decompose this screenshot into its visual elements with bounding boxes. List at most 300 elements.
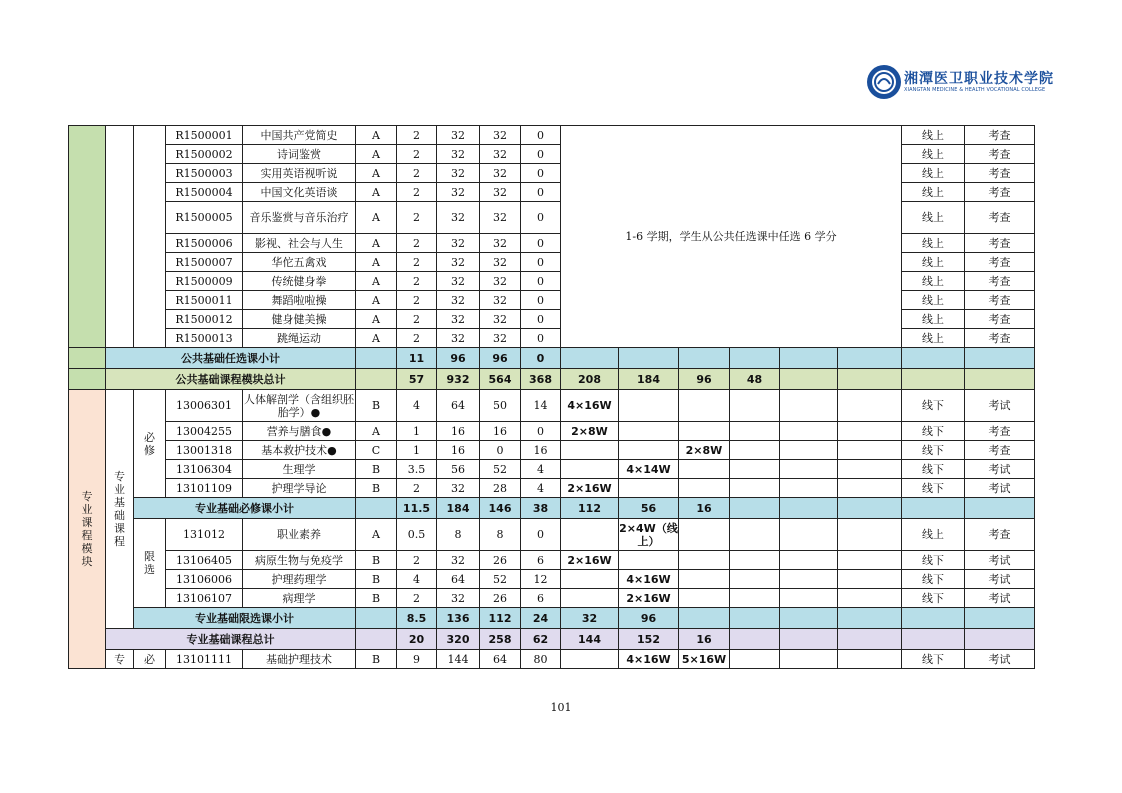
module-label-professional: 专 业 课 程 模 块	[69, 390, 106, 669]
subtotal-label: 专业基础必修课小计	[134, 498, 356, 519]
course-theory-hours: 32	[480, 329, 521, 348]
total-semester-4: 48	[730, 369, 780, 390]
semester-3-hours	[679, 589, 730, 608]
semester-6-hours	[838, 519, 902, 551]
course-code: 13101109	[166, 479, 243, 498]
course-mode: 线下	[902, 551, 965, 570]
course-type: A	[356, 234, 397, 253]
total-semester-2: 152	[619, 629, 679, 650]
total-practice: 368	[521, 369, 561, 390]
course-theory-hours: 52	[480, 460, 521, 479]
curriculum-table	[68, 125, 1035, 669]
total-semester-5	[780, 629, 838, 650]
total-semester-1: 208	[561, 369, 619, 390]
subtotal-semester-5	[780, 498, 838, 519]
subtotal-semester-3: 16	[679, 498, 730, 519]
blank-cell	[965, 608, 1035, 629]
course-name: 跳绳运动	[243, 329, 356, 348]
course-theory-hours: 16	[480, 422, 521, 441]
course-code: R1500004	[166, 183, 243, 202]
course-credits: 2	[397, 202, 437, 234]
course-practice-hours: 0	[521, 202, 561, 234]
course-kind-label: 必	[134, 650, 166, 669]
course-name: 护理药理学	[243, 570, 356, 589]
course-mode: 线上	[902, 291, 965, 310]
course-kind-label: 必 修	[134, 390, 166, 498]
course-hours: 64	[437, 390, 480, 422]
subtotal-semester-6	[838, 608, 902, 629]
course-type: A	[356, 126, 397, 145]
semester-5-hours	[780, 441, 838, 460]
course-mode: 线下	[902, 570, 965, 589]
subtotal-semester-1: 112	[561, 498, 619, 519]
course-theory-hours: 64	[480, 650, 521, 669]
course-theory-hours: 52	[480, 570, 521, 589]
group-label-core: 专	[106, 650, 134, 669]
semester-4-hours	[730, 551, 780, 570]
course-assessment: 考试	[965, 650, 1035, 669]
semester-4-hours	[730, 519, 780, 551]
course-practice-hours: 0	[521, 183, 561, 202]
semester-5-hours	[780, 422, 838, 441]
course-type: B	[356, 589, 397, 608]
course-name: 影视、社会与人生	[243, 234, 356, 253]
semester-1-hours: 4×16W	[561, 390, 619, 422]
course-hours: 32	[437, 164, 480, 183]
course-theory-hours: 8	[480, 519, 521, 551]
course-name: 舞蹈啦啦操	[243, 291, 356, 310]
course-theory-hours: 32	[480, 234, 521, 253]
table-row	[69, 551, 1035, 570]
course-practice-hours: 14	[521, 390, 561, 422]
course-type: A	[356, 291, 397, 310]
table-row	[69, 519, 1035, 551]
total-semester-2: 184	[619, 369, 679, 390]
subtotal-semester-4	[730, 608, 780, 629]
semester-6-hours	[838, 589, 902, 608]
course-name: 营养与膳食●	[243, 422, 356, 441]
course-code: 13004255	[166, 422, 243, 441]
page-number: 101	[550, 701, 572, 714]
course-practice-hours: 0	[521, 164, 561, 183]
course-hours: 32	[437, 551, 480, 570]
course-hours: 56	[437, 460, 480, 479]
course-code: 13106304	[166, 460, 243, 479]
course-type: A	[356, 145, 397, 164]
subtotal-semester-2: 96	[619, 608, 679, 629]
course-assessment: 考查	[965, 329, 1035, 348]
semester-2-hours	[619, 390, 679, 422]
course-mode: 线上	[902, 126, 965, 145]
course-code: 13101111	[166, 650, 243, 669]
semester-6-hours	[838, 551, 902, 570]
table-row	[69, 422, 1035, 441]
semester-6-hours	[838, 460, 902, 479]
table-row	[69, 479, 1035, 498]
subtotal-public-elective-row	[69, 348, 1035, 369]
total-hours: 932	[437, 369, 480, 390]
course-practice-hours: 6	[521, 589, 561, 608]
course-mode: 线上	[902, 329, 965, 348]
course-code: R1500005	[166, 202, 243, 234]
course-practice-hours: 4	[521, 460, 561, 479]
blank-cell	[106, 126, 134, 348]
course-credits: 0.5	[397, 519, 437, 551]
course-kind-label: 限 选	[134, 519, 166, 608]
course-assessment: 考试	[965, 390, 1035, 422]
course-theory-hours: 32	[480, 310, 521, 329]
semester-3-hours	[679, 551, 730, 570]
course-credits: 2	[397, 272, 437, 291]
semester-1-hours	[561, 570, 619, 589]
course-type: B	[356, 570, 397, 589]
blank-cell	[965, 629, 1035, 650]
professional-rows	[69, 390, 1035, 669]
semester-2-hours: 4×16W	[619, 650, 679, 669]
course-mode: 线上	[902, 202, 965, 234]
course-name: 职业素养	[243, 519, 356, 551]
course-assessment: 考查	[965, 310, 1035, 329]
course-mode: 线上	[902, 145, 965, 164]
semester-5-hours	[780, 589, 838, 608]
course-code: R1500006	[166, 234, 243, 253]
total-credits: 57	[397, 369, 437, 390]
module-band-public	[69, 126, 106, 348]
total-semester-6	[838, 629, 902, 650]
total-label: 专业基础课程总计	[106, 629, 356, 650]
course-practice-hours: 0	[521, 422, 561, 441]
college-seal-icon	[866, 64, 902, 100]
semester-1-hours	[561, 441, 619, 460]
course-name: 护理学导论	[243, 479, 356, 498]
subtotal-practice: 0	[521, 348, 561, 369]
course-hours: 32	[437, 234, 480, 253]
subtotal-practice: 24	[521, 608, 561, 629]
course-type: A	[356, 329, 397, 348]
subtotal-theory: 146	[480, 498, 521, 519]
semester-4-hours	[730, 460, 780, 479]
semester-1-hours: 2×8W	[561, 422, 619, 441]
course-code: 13106107	[166, 589, 243, 608]
course-name: 病原生物与免疫学	[243, 551, 356, 570]
course-credits: 2	[397, 589, 437, 608]
blank-cell	[134, 126, 166, 348]
course-assessment: 考查	[965, 253, 1035, 272]
subtotal-credits: 11	[397, 348, 437, 369]
course-type: A	[356, 422, 397, 441]
semester-3-hours	[679, 570, 730, 589]
course-credits: 2	[397, 183, 437, 202]
semester-4-hours	[730, 650, 780, 669]
total-label: 公共基础课程模块总计	[106, 369, 356, 390]
course-credits: 2	[397, 329, 437, 348]
course-hours: 16	[437, 441, 480, 460]
semester-2-hours: 4×14W	[619, 460, 679, 479]
semester-4-hours	[730, 390, 780, 422]
college-name: 湘潭医卫职业技术学院	[904, 71, 1054, 87]
course-mode: 线下	[902, 479, 965, 498]
course-assessment: 考查	[965, 202, 1035, 234]
course-code: 131012	[166, 519, 243, 551]
table-row	[69, 126, 1035, 145]
course-theory-hours: 32	[480, 183, 521, 202]
course-credits: 1	[397, 441, 437, 460]
course-assessment: 考查	[965, 126, 1035, 145]
course-type: A	[356, 519, 397, 551]
blank-cell	[965, 498, 1035, 519]
course-mode: 线下	[902, 460, 965, 479]
course-type: B	[356, 551, 397, 570]
group-label-basic: 专 业 基 础 课 程	[106, 390, 134, 629]
course-theory-hours: 32	[480, 272, 521, 291]
semester-2-hours: 2×4W（线上）	[619, 519, 679, 551]
total-credits: 20	[397, 629, 437, 650]
course-practice-hours: 16	[521, 441, 561, 460]
semester-3-hours: 5×16W	[679, 650, 730, 669]
course-credits: 1	[397, 422, 437, 441]
course-credits: 4	[397, 390, 437, 422]
course-assessment: 考试	[965, 460, 1035, 479]
blank-cell	[356, 608, 397, 629]
subtotal-hours: 184	[437, 498, 480, 519]
course-mode: 线上	[902, 164, 965, 183]
course-hours: 32	[437, 291, 480, 310]
course-mode: 线上	[902, 253, 965, 272]
semester-3-hours	[679, 479, 730, 498]
course-credits: 2	[397, 551, 437, 570]
total-public-row	[69, 369, 1035, 390]
subtotal-theory: 96	[480, 348, 521, 369]
subtotal-label: 专业基础限选课小计	[134, 608, 356, 629]
course-credits: 2	[397, 145, 437, 164]
course-type: C	[356, 441, 397, 460]
course-hours: 32	[437, 479, 480, 498]
subtotal-required-row	[69, 498, 1035, 519]
blank-cell	[902, 629, 965, 650]
course-code: 13006301	[166, 390, 243, 422]
subtotal-practice: 38	[521, 498, 561, 519]
course-name: 人体解剖学（含组织胚胎学）●	[243, 390, 356, 422]
semester-5-hours	[780, 460, 838, 479]
course-practice-hours: 0	[521, 310, 561, 329]
course-mode: 线上	[902, 183, 965, 202]
table-row	[69, 589, 1035, 608]
semester-3-hours	[679, 390, 730, 422]
course-code: 13106006	[166, 570, 243, 589]
college-logo	[866, 64, 1054, 104]
total-hours: 320	[437, 629, 480, 650]
table-row	[69, 441, 1035, 460]
course-name: 实用英语视听说	[243, 164, 356, 183]
course-name: 病理学	[243, 589, 356, 608]
course-type: B	[356, 460, 397, 479]
total-semester-3: 96	[679, 369, 730, 390]
blank-cell	[356, 629, 397, 650]
table-row	[69, 650, 1035, 669]
course-assessment: 考试	[965, 570, 1035, 589]
semester-1-hours	[561, 519, 619, 551]
semester-4-hours	[730, 589, 780, 608]
course-name: 基本救护技术●	[243, 441, 356, 460]
total-semester-4	[730, 629, 780, 650]
course-theory-hours: 32	[480, 164, 521, 183]
course-assessment: 考查	[965, 183, 1035, 202]
semester-4-hours	[730, 422, 780, 441]
course-hours: 32	[437, 253, 480, 272]
subtotal-limited-row	[69, 608, 1035, 629]
semester-4-hours	[730, 479, 780, 498]
course-code: R1500011	[166, 291, 243, 310]
table-row	[69, 570, 1035, 589]
total-theory: 258	[480, 629, 521, 650]
course-name: 音乐鉴赏与音乐治疗	[243, 202, 356, 234]
total-semester-1: 144	[561, 629, 619, 650]
course-type: A	[356, 183, 397, 202]
course-hours: 32	[437, 183, 480, 202]
semester-2-hours	[619, 441, 679, 460]
subtotal-semester-2: 56	[619, 498, 679, 519]
course-practice-hours: 0	[521, 519, 561, 551]
table-row	[69, 460, 1035, 479]
course-hours: 32	[437, 272, 480, 291]
semester-2-hours: 2×16W	[619, 589, 679, 608]
semester-6-hours	[838, 570, 902, 589]
course-type: A	[356, 272, 397, 291]
course-code: R1500012	[166, 310, 243, 329]
course-practice-hours: 0	[521, 272, 561, 291]
course-credits: 2	[397, 234, 437, 253]
course-assessment: 考查	[965, 291, 1035, 310]
semester-2-hours	[619, 551, 679, 570]
semester-4-hours	[730, 441, 780, 460]
subtotal-hours: 96	[437, 348, 480, 369]
course-practice-hours: 0	[521, 234, 561, 253]
course-name: 中国共产党简史	[243, 126, 356, 145]
course-type: A	[356, 310, 397, 329]
blank-cell	[356, 498, 397, 519]
course-practice-hours: 80	[521, 650, 561, 669]
total-theory: 564	[480, 369, 521, 390]
course-theory-hours: 50	[480, 390, 521, 422]
course-hours: 16	[437, 422, 480, 441]
course-hours: 32	[437, 126, 480, 145]
semester-6-hours	[838, 390, 902, 422]
course-hours: 144	[437, 650, 480, 669]
course-code: R1500009	[166, 272, 243, 291]
course-name: 健身健美操	[243, 310, 356, 329]
semester-6-hours	[838, 479, 902, 498]
course-type: A	[356, 253, 397, 272]
course-assessment: 考查	[965, 145, 1035, 164]
course-type: A	[356, 202, 397, 234]
semester-3-hours	[679, 519, 730, 551]
course-credits: 2	[397, 291, 437, 310]
subtotal-semester-6	[838, 498, 902, 519]
semester-2-hours	[619, 479, 679, 498]
course-practice-hours: 6	[521, 551, 561, 570]
semester-3-hours: 2×8W	[679, 441, 730, 460]
course-hours: 8	[437, 519, 480, 551]
course-mode: 线上	[902, 272, 965, 291]
course-theory-hours: 28	[480, 479, 521, 498]
subtotal-semester-5	[780, 608, 838, 629]
course-practice-hours: 4	[521, 479, 561, 498]
semester-6-hours	[838, 422, 902, 441]
course-assessment: 考查	[965, 272, 1035, 291]
course-theory-hours: 32	[480, 291, 521, 310]
course-hours: 32	[437, 589, 480, 608]
semester-5-hours	[780, 390, 838, 422]
course-credits: 2	[397, 253, 437, 272]
semester-5-hours	[780, 479, 838, 498]
course-credits: 4	[397, 570, 437, 589]
course-name: 生理学	[243, 460, 356, 479]
course-assessment: 考试	[965, 551, 1035, 570]
semester-1-hours: 2×16W	[561, 551, 619, 570]
course-credits: 2	[397, 164, 437, 183]
college-english-name: XIANGTAN MEDICINE & HEALTH VOCATIONAL COLLEGE	[904, 87, 1046, 93]
course-practice-hours: 12	[521, 570, 561, 589]
course-hours: 32	[437, 310, 480, 329]
course-theory-hours: 32	[480, 253, 521, 272]
total-practice: 62	[521, 629, 561, 650]
course-assessment: 考试	[965, 589, 1035, 608]
course-practice-hours: 0	[521, 291, 561, 310]
course-mode: 线下	[902, 422, 965, 441]
course-code: R1500002	[166, 145, 243, 164]
subtotal-semester-1: 32	[561, 608, 619, 629]
course-hours: 32	[437, 145, 480, 164]
course-credits: 2	[397, 310, 437, 329]
course-credits: 2	[397, 479, 437, 498]
course-name: 华佗五禽戏	[243, 253, 356, 272]
course-credits: 2	[397, 126, 437, 145]
course-theory-hours: 32	[480, 126, 521, 145]
course-mode: 线下	[902, 441, 965, 460]
subtotal-label: 公共基础任选课小计	[106, 348, 356, 369]
semester-6-hours	[838, 441, 902, 460]
subtotal-theory: 112	[480, 608, 521, 629]
course-code: R1500007	[166, 253, 243, 272]
course-theory-hours: 32	[480, 145, 521, 164]
course-practice-hours: 0	[521, 126, 561, 145]
semester-2-hours	[619, 422, 679, 441]
course-practice-hours: 0	[521, 145, 561, 164]
subtotal-credits: 11.5	[397, 498, 437, 519]
course-type: A	[356, 164, 397, 183]
course-assessment: 考查	[965, 422, 1035, 441]
semester-1-hours: 2×16W	[561, 479, 619, 498]
course-theory-hours: 0	[480, 441, 521, 460]
course-name: 中国文化英语谈	[243, 183, 356, 202]
elective-note: 1-6 学期，学生从公共任选课中任选 6 学分	[561, 126, 902, 348]
course-mode: 线上	[902, 519, 965, 551]
course-assessment: 考查	[965, 164, 1035, 183]
course-hours: 32	[437, 329, 480, 348]
course-type: B	[356, 479, 397, 498]
course-name: 诗词鉴赏	[243, 145, 356, 164]
course-mode: 线下	[902, 589, 965, 608]
course-code: R1500013	[166, 329, 243, 348]
subtotal-hours: 136	[437, 608, 480, 629]
course-code: 13106405	[166, 551, 243, 570]
blank-cell	[902, 498, 965, 519]
subtotal-credits: 8.5	[397, 608, 437, 629]
course-assessment: 考查	[965, 441, 1035, 460]
semester-6-hours	[838, 650, 902, 669]
course-credits: 3.5	[397, 460, 437, 479]
course-assessment: 考查	[965, 519, 1035, 551]
